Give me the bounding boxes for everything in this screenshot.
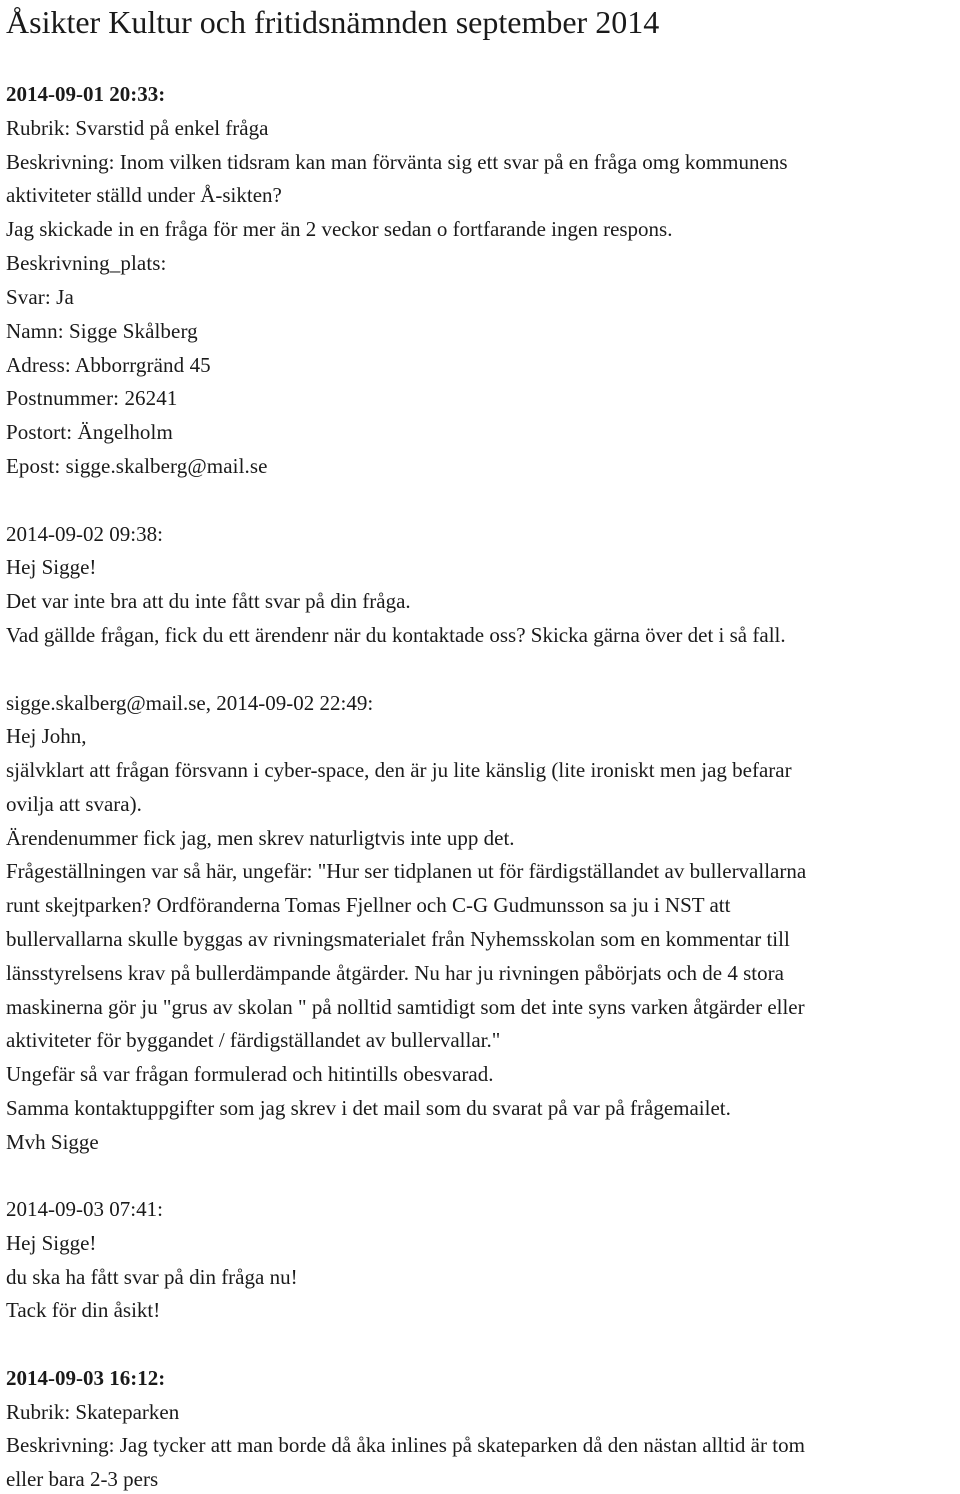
entry-timestamp: 2014-09-03 16:12: — [6, 1366, 166, 1390]
entry-epost: Epost: sigge.skalberg@mail.se — [6, 454, 268, 478]
reply-header: sigge.skalberg@mail.se, 2014-09-02 22:49: — [6, 691, 374, 715]
reply-line: runt skejtparken? Ordföranderna Tomas Fjellner och C-G Gudmunsson sa ju i NST att — [6, 893, 731, 917]
entry-beskrivning-cont: eller bara 2-3 pers — [6, 1467, 159, 1491]
reply-line: bullervallarna skulle byggas av rivningsmaterialet från Nyhemsskolan som en kommentar till — [6, 927, 790, 951]
entry-rubrik: Rubrik: Svarstid på enkel fråga — [6, 116, 269, 140]
reply-line: Ärendenummer fick jag, men skrev naturligtvis inte upp det. — [6, 826, 515, 850]
reply-line: Samma kontaktuppgifter som jag skrev i det mail som du svarat på var på frågemailet. — [6, 1096, 731, 1120]
entry-beskrivning: Beskrivning: Jag tycker att man borde då åka inlines på skateparken då den nästan alltid är tom — [6, 1433, 805, 1457]
entry-rubrik: Rubrik: Skateparken — [6, 1400, 180, 1424]
entry-svar: Svar: Ja — [6, 285, 74, 309]
entry-timestamp: 2014-09-01 20:33: — [6, 82, 166, 106]
reply-line: Det var inte bra att du inte fått svar på din fråga. — [6, 589, 411, 613]
reply-line: ovilja att svara). — [6, 792, 142, 816]
reply-line: Hej Sigge! — [6, 1231, 97, 1255]
reply-line: självklart att frågan försvann i cyber-space, den är ju lite känslig (lite ironiskt men jag befarar — [6, 758, 792, 782]
reply-line: Hej Sigge! — [6, 555, 97, 579]
entry-beskrivning: Beskrivning: Inom vilken tidsram kan man förvänta sig ett svar på en fråga omg kommunens — [6, 150, 788, 174]
reply-line: aktiviteter för byggandet / färdigställandet av bullervallar." — [6, 1028, 501, 1052]
reply-signature: Mvh Sigge — [6, 1130, 99, 1154]
reply-line: maskinerna gör ju "grus av skolan " på nolltid samtidigt som det inte syns varken åtgärder eller — [6, 995, 805, 1019]
entry-postort: Postort: Ängelholm — [6, 420, 173, 444]
entry-beskrivning-cont: aktiviteter ställd under Å-sikten? — [6, 183, 282, 207]
reply-line: Tack för din åsikt! — [6, 1298, 161, 1322]
entry-namn: Namn: Sigge Skålberg — [6, 319, 198, 343]
entry-beskrivning-plats: Beskrivning_plats: — [6, 251, 167, 275]
reply-line: länsstyrelsens krav på bullerdämpande åtgärder. Nu har ju rivningen påbörjats och de 4 stora — [6, 961, 784, 985]
page-title: Åsikter Kultur och fritidsnämnden september 2014 — [6, 4, 660, 40]
entry-beskrivning-cont: Jag skickade in en fråga för mer än 2 veckor sedan o fortfarande ingen respons. — [6, 217, 673, 241]
reply-line: Vad gällde frågan, fick du ett ärendenr när du kontaktade oss? Skicka gärna över det i så fall. — [6, 623, 786, 647]
reply-line: du ska ha fått svar på din fråga nu! — [6, 1265, 298, 1289]
reply-line: Ungefär så var frågan formulerad och hitintills obesvarad. — [6, 1062, 494, 1086]
reply-line: Hej John, — [6, 724, 87, 748]
entry-postnummer: Postnummer: 26241 — [6, 386, 178, 410]
reply-timestamp: 2014-09-02 09:38: — [6, 522, 163, 546]
reply-line: Frågeställningen var så här, ungefär: "Hur ser tidplanen ut för färdigställandet av bullervallarna — [6, 859, 807, 883]
reply-timestamp: 2014-09-03 07:41: — [6, 1197, 163, 1221]
entry-adress: Adress: Abborrgränd 45 — [6, 353, 211, 377]
